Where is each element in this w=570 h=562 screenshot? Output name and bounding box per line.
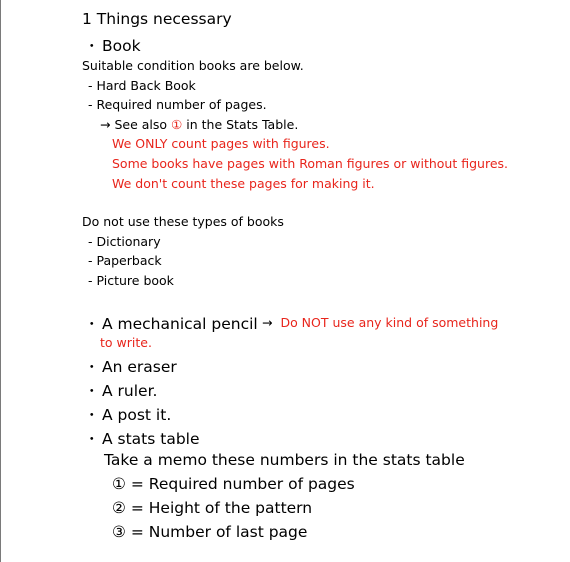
bullet-pencil [84,312,258,334]
circled-one-marker: ① [171,117,183,132]
stats-entry-text: = Required number of pages [130,475,355,493]
see-also-text: See also [114,117,168,132]
circled-number-marker: ② [112,499,126,517]
note-line: Some books have pages with Roman figures or without figures. [112,156,508,171]
book-intro: Suitable condition books are below. [82,58,304,73]
eraser-label: An eraser [102,358,177,376]
postit-label: A post it. [102,406,172,424]
stats-memo-intro: Take a memo these numbers in the stats table [104,451,465,469]
note-line: We don't count these pages for making it. [112,176,375,191]
bullet-stats-table [84,427,200,449]
pencil-note [262,315,498,330]
see-also-line [100,117,298,132]
stats-entry [112,475,355,493]
bullet-dot: ・ [84,406,100,424]
section-heading: 1 Things necessary [82,10,232,28]
pencil-label: A mechanical pencil [102,315,258,333]
bullet-dot: ・ [84,37,100,55]
avoid-item: - Dictionary [88,234,161,249]
circled-number-marker: ③ [112,523,126,541]
bullet-ruler [84,379,157,401]
avoid-item: - Paperback [88,253,162,268]
avoid-item: - Picture book [88,273,174,288]
note-line: We ONLY count pages with figures. [112,136,330,151]
bullet-dot: ・ [84,382,100,400]
arrow-icon: → [262,315,273,330]
bullet-book [84,34,141,56]
arrow-icon: → [100,117,111,132]
bullet-postit [84,403,171,425]
bullet-dot: ・ [84,430,100,448]
stats-entry-text: = Number of last page [130,523,308,541]
book-title: Book [102,37,141,55]
pencil-warning-cont: to write. [100,335,152,350]
stats-entry-text: = Height of the pattern [130,499,313,517]
condition-item: - Hard Back Book [88,78,196,93]
bullet-eraser [84,355,177,377]
see-also-target: in the Stats Table. [186,117,299,132]
condition-item: - Required number of pages. [88,97,267,112]
ruler-label: A ruler. [102,382,158,400]
left-border-line [0,0,1,562]
stats-entry [112,499,312,517]
stats-entry [112,523,307,541]
bullet-dot: ・ [84,358,100,376]
stats-table-label: A stats table [102,430,200,448]
avoid-intro: Do not use these types of books [82,214,284,229]
bullet-dot: ・ [84,315,100,333]
circled-number-marker: ① [112,475,126,493]
pencil-warning: Do NOT use any kind of something [280,315,499,330]
